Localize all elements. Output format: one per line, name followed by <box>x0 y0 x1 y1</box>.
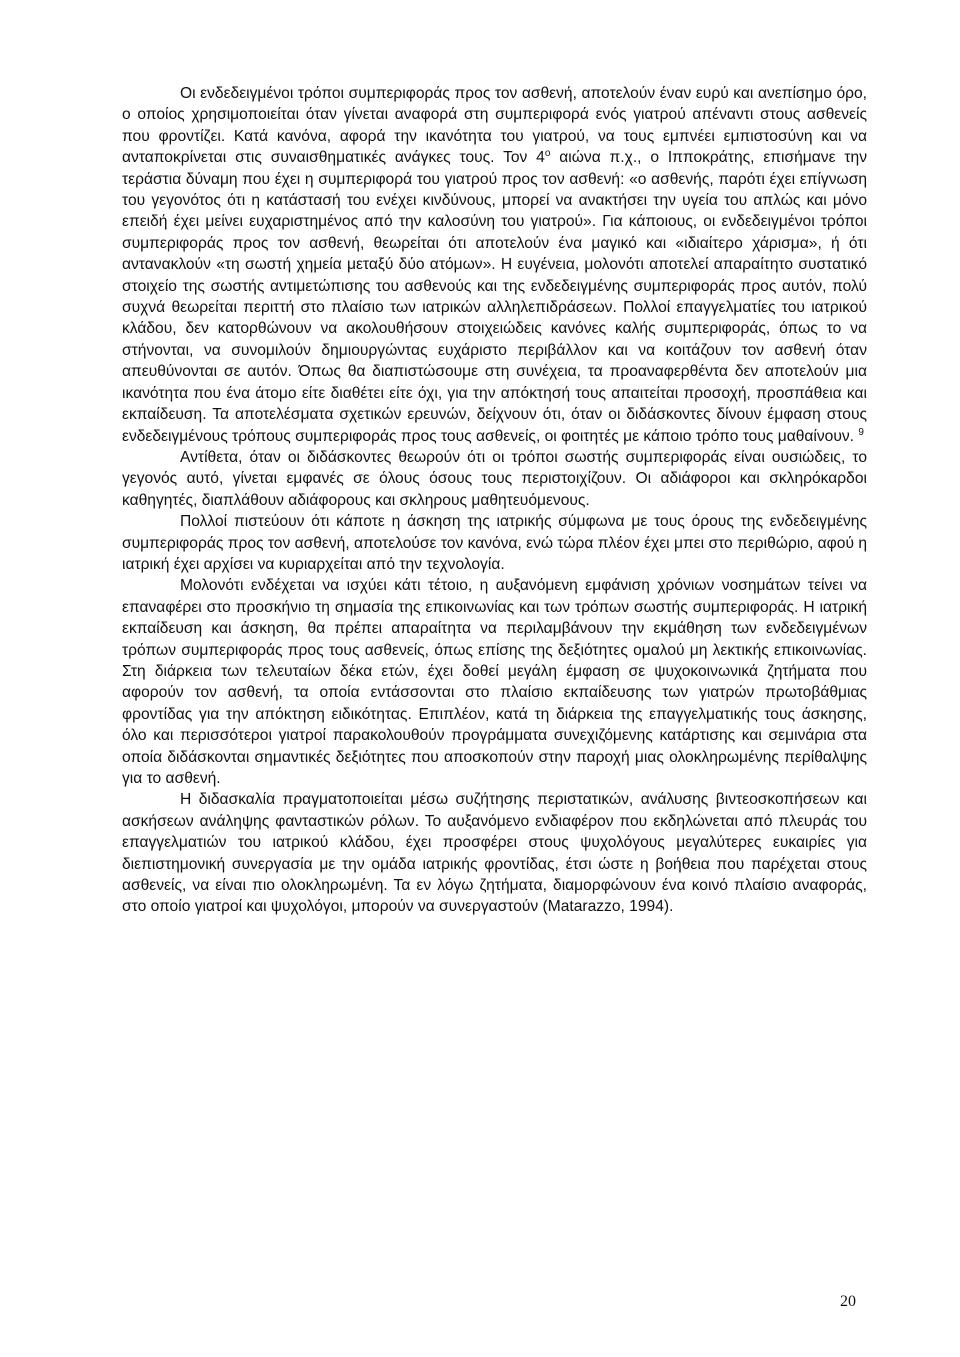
body-text <box>122 83 867 918</box>
paragraph <box>122 511 867 575</box>
paragraph <box>122 789 867 917</box>
paragraph-text: Μολονότι ενδέχεται να ισχύει κάτι τέτοιο, η αυξανόμενη εμφάνιση χρόνιων νοσημάτων τείνει να επαναφέρει στο προσκήνιο τη σημασία της επικοινωνίας και των τρόπων σωστής συμπεριφοράς. Η ιατρική εκπαίδευση και άσκηση, θα πρέπει απαραίτητα να περιλαμβάνουν την εκμάθηση των ενδεδειγμένων τρόπων συμπεριφοράς προς τους ασθενείς, όπως επίσης της δεξιότητες ομαλού μη λεκτικής επικοινωνίας. Στη διάρκεια των τελευταίων δέκα ετών, έχει δοθεί μεγάλη έμφαση σε ψυχοκοινωνικά ζητήματα που αφορούν τον ασθενή, τα οποία εντάσσονται στο πλαίσιο εκπαίδευσης των γιατρών πρωτοβάθμιας φροντίδας για την απόκτηση ειδικότητας. Επιπλέον, κατά τη διάρκεια της επαγγελματικής τους άσκησης, όλο και περισσότεροι γιατροί παρακολουθούν προγράμματα συνεχιζόμενης κατάρτισης και σεμινάρια στα οποία διδάσκονται σημαντικές δεξιότητες που αποσκοπούν στην παροχή μιας ολοκληρωμένης περίθαλψης για το ασθενή. <box>122 577 867 787</box>
paragraph <box>122 447 867 511</box>
paragraph <box>122 83 867 447</box>
superscript: 9 <box>858 426 864 438</box>
page-number: 20 <box>840 1293 856 1310</box>
paragraph-text: Η διδασκαλία πραγματοποιείται μέσω συζήτησης περιστατικών, ανάλυσης βιντεοσκοπήσεων και ασκήσεων ανάληψης φανταστικών ρόλων. Το αυξανόμενο ενδιαφέρον που εκδηλώνεται από πλευράς του επαγγελματιών του ιατρικού κλάδου, έχει προσφέρει στους ψυχολόγους μεγαλύτερες ευκαιρίες για διεπιστημονική συνεργασία με την ομάδα ιατρικής φροντίδας, έτσι ώστε η βοήθεια που παρέχεται στους ασθενείς, να είναι πιο ολοκληρωμένη. Τα εν λόγω ζητήματα, διαμορφώνουν ένα κοινό πλαίσιο αναφοράς, στο οποίο γιατροί και ψυχολόγοι, μπορούν να συνεργαστούν (Matarazzo, 1994). <box>122 791 867 916</box>
paragraph-text: Οι ενδεδειγμένοι τρόποι συμπεριφοράς προς τον ασθενή, αποτελούν έναν ευρύ και ανεπίσημο όρο, ο οποίος χρησιμοποιείται όταν γίνεται αναφορά στη συμπεριφορά ενός γιατρού απέναντι στους ασθενείς που φροντίζει. Κατά κανόνα, αφορά την ικανότητα του γιατρού, να τους εμπνέει εμπιστοσύνη και να ανταποκρίνεται στις συναισθηματικές ανάγκες τους. Τον 4 <box>122 85 867 167</box>
paragraph-text: αιώνα π.χ., ο Ιπποκράτης, επισήμανε την τεράστια δύναμη που έχει η συμπεριφορά του γιατρού προς τον ασθενή: «ο ασθενής, παρότι έχει επίγνωση του γεγονότος ότι η κατάστασή του ενέχει κινδύνους, μπορεί να ανακτήσει την υγεία του απλώς και μόνο επειδή έχει μείνει ευχαριστημένος από την καλοσύνη του γιατρού». Για κάποιους, οι ενδεδειγμένοι τρόποι συμπεριφοράς προς τον ασθενή, θεωρείται ότι αποτελούν ένα μαγικό και «ιδιαίτερο χάρισμα», ή ότι αντανακλούν «τη σωστή χημεία μεταξύ δύο ατόμων». Η ευγένεια, μολονότι αποτελεί απαραίτητο συστατικό στοιχείο της σωστής αντιμετώπισης του ασθενούς και της ενδεδειγμένης συμπεριφοράς προς αυτόν, πολύ συχνά θεωρείται περιττή στο πλαίσιο των ιατρικών αλληλεπιδράσεων. Πολλοί επαγγελματίες του ιατρικού κλάδου, δεν κατορθώνουν να ακολουθήσουν στοιχειώδεις κανόνες καλής συμπεριφοράς, όπως το να στήνονται, να συνομιλούν δημιουργώντας ευχάριστο περιβάλλον και να κοιτάζουν τον ασθενή όταν απευθύνονται σε αυτόν. Όπως θα διαπιστώσουμε στη συνέχεια, τα προαναφερθέντα δεν αποτελούν μια ικανότητα που ένα άτομο είτε διαθέτει είτε όχι, για την απόκτησή τους απαιτείται προσοχή, προσπάθεια και εκπαίδευση. Τα αποτελέσματα σχετικών ερευνών, δείχνουν ότι, όταν οι διδάσκοντες δίνουν έμφαση στους ενδεδειγμένους τρόπους συμπεριφοράς προς τους ασθενείς, οι φοιτητές με κάποιο τρόπο τους μαθαίνουν. <box>122 149 867 445</box>
superscript: ο <box>544 148 551 160</box>
paragraph <box>122 575 867 789</box>
paragraph-text: Πολλοί πιστεύουν ότι κάποτε η άσκηση της ιατρικής σύμφωνα με τους όρους της ενδεδειγμένης συμπεριφοράς προς τον ασθενή, αποτελούσε τον κανόνα, ενώ τώρα πλέον έχει μπει στο περιθώριο, αφού η ιατρική έχει αρχίσει να κυριαρχείται από την τεχνολογία. <box>122 513 867 573</box>
paragraph-text: Αντίθετα, όταν οι διδάσκοντες θεωρούν ότι οι τρόποι σωστής συμπεριφοράς είναι ουσιώδεις, το γεγονός αυτό, γίνεται εμφανές σε όλους όσους τους περιστοιχίζουν. Οι αδιάφοροι και σκληρόκαρδοι καθηγητές, διαπλάθουν αδιάφορους και σκληρους μαθητευόμενους. <box>122 448 867 509</box>
